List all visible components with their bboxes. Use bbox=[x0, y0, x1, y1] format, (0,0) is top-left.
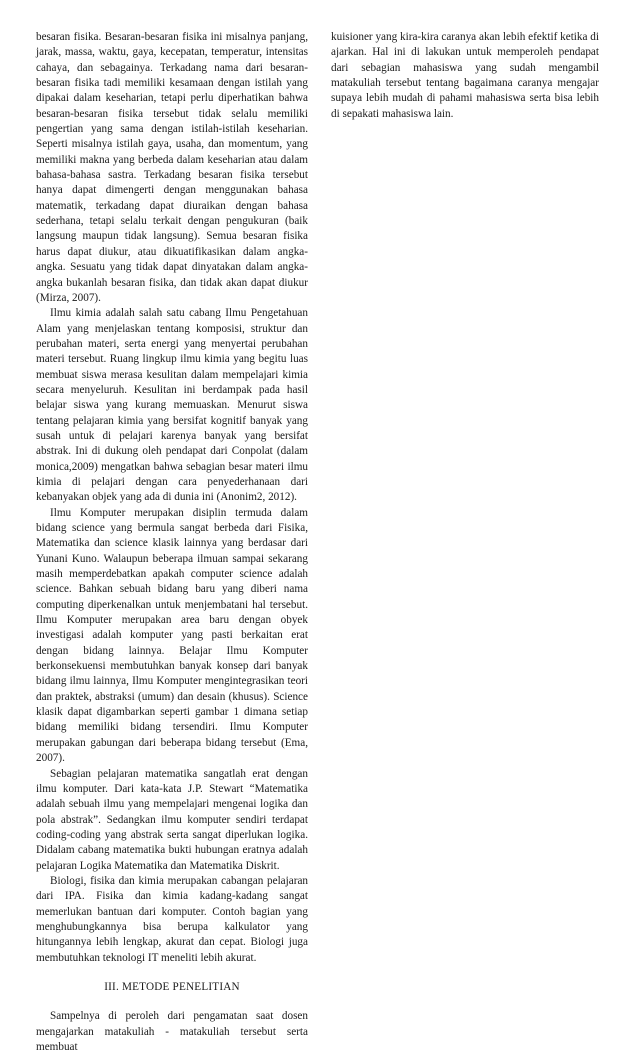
body-paragraph-method-continued: kuisioner yang kira-kira caranya akan lebih efektif ketika di ajarkan. Hal ini di lakukan untuk memperoleh pendapat dari sebagian mahasiswa yang sudah mengambil matakuliah tersebut tentang bagaimana caranya mengajar supaya lebih mudah di pahami mahasiswa serta bisa lebih di sepakati mahasiswa lain. bbox=[331, 31, 599, 120]
body-paragraph-physics: besaran fisika. Besaran-besaran fisika ini misalnya panjang, jarak, massa, waktu, gaya, kecepatan, temperatur, intensitas cahaya, dan sebagainya. Terkadang nama dari besaran-besaran fisika tadi memiliki kesamaan dengan istilah yang dipakai dalam keseharian, tetapi perlu diperhatikan bahwa besaran-besaran fisika tersebut tidak selalu memiliki pengertian yang sama dengan istilah-istilah keseharian. Seperti misalnya istilah gaya, usaha, dan momentum, yang memiliki makna yang berbeda dalam keseharian atau dalam bahasa-bahasa sastra. Terkadang besaran fisika tersebut hanya dapat dimengerti dengan menggunakan bahasa matematik, terkadang dapat diuraikan dengan bahasa sederhana, tetapi selalu terkait dengan pengukuran (baik langsung maupun tidak langsung). Semua besaran fisika harus dapat diukur, atau dikuatifikasikan dalam angka-angka. Sesuatu yang tidak dapat dinyatakan dalam angka-angka bukanlah besaran fisika, dan tidak akan dapat diukur (Mirza, 2007). bbox=[36, 31, 308, 304]
section-heading: III. METODE PENELITIAN bbox=[104, 980, 240, 993]
body-paragraph-method: Sampelnya di peroleh dari pengamatan saat dosen mengajarkan matakuliah - matakuliah tersebut serta membuat bbox=[36, 1010, 308, 1053]
body-paragraph-mathematics: Sebagian pelajaran matematika sangatlah erat dengan ilmu komputer. Dari kata-kata J.P. Stewart “Matematika adalah sebuah ilmu yang mempelajari mengenai logika dan pola abstrak”. Sedangkan ilmu komputer sendiri terdapat coding-coding yang abstrak serta sangat diperlukan logika. Didalam cabang matematika bukti hubungan eratnya adalah pelajaran Logika Matematika dan Matematika Diskrit. bbox=[36, 767, 308, 872]
body-paragraph-biology: Biologi, fisika dan kimia merupakan cabangan pelajaran dari IPA. Fisika dan kimia kadang-kadang sangat memerlukan bantuan dari komputer. Contoh bagian yang menghubungkannya bisa berupa kalkulator yang hitungannya lebih lengkap, akurat dan cepat. Biologi juga membutuhkan teknologi IT meneliti lebih akurat. bbox=[36, 874, 308, 964]
body-paragraph-computer-science: Ilmu Komputer merupakan disiplin termuda dalam bidang science yang bermula sangat berbeda dari Fisika, Matematika dan science klasik lainnya yang berdasar dari Yunani Kuno. Walaupun beberapa ilmuan sampai sekarang masih memperdebatkan apakah computer science adalah science. Bahkan sebuah bidang baru yang diberi nama computing diperkenalkan untuk menjembatani hal tersebut. Ilmu Komputer merupakan area baru dengan obyek investigasi adalah komputer yang pasti berkaitan erat dengan bidang lainnya. Belajar Ilmu Komputer berkonsekuensi membutuhkan banyak konsep dari banyak bidang ilmu lainnya, Ilmu Komputer mengintegrasikan teori dan praktek, abstraksi (umum) dan desain (khusus). Science klasik dapat digambarkan seperti gambar 1 dimana setiap bidang memiliki bidang tersendiri. Ilmu Komputer merupakan gabungan dari beberapa bidang tersebut (Ema, 2007). bbox=[36, 506, 308, 765]
body-paragraph-chemistry: Ilmu kimia adalah salah satu cabang Ilmu Pengetahuan Alam yang menjelaskan tentang komposisi, struktur dan perubahan materi, serta energi yang menyertai perubahan materi tersebut. Ruang lingkup ilmu kimia yang begitu luas membuat siswa merasa kesulitan dalam mempelajari kimia secara menyeluruh. Kesulitan ini berdampak pada hasil belajar siswa yang kurang memuaskan. Menurut siswa tentang pelajaran kimia yang bersifat kognitif banyak yang susah untuk di pelajari karenya banyak yang bersifat abstrak. Ini di dukung oleh pendapat dari Conpolat (dalam monica,2009) mengatkan bahwa sebagian besar materi ilmu kimia di pelajari dengan cara penyederhanaan dari kebanyakan objek yang ada di dunia ini (Anonim2, 2012). bbox=[36, 307, 308, 504]
left-column bbox=[36, 30, 308, 1055]
right-column bbox=[331, 30, 599, 122]
